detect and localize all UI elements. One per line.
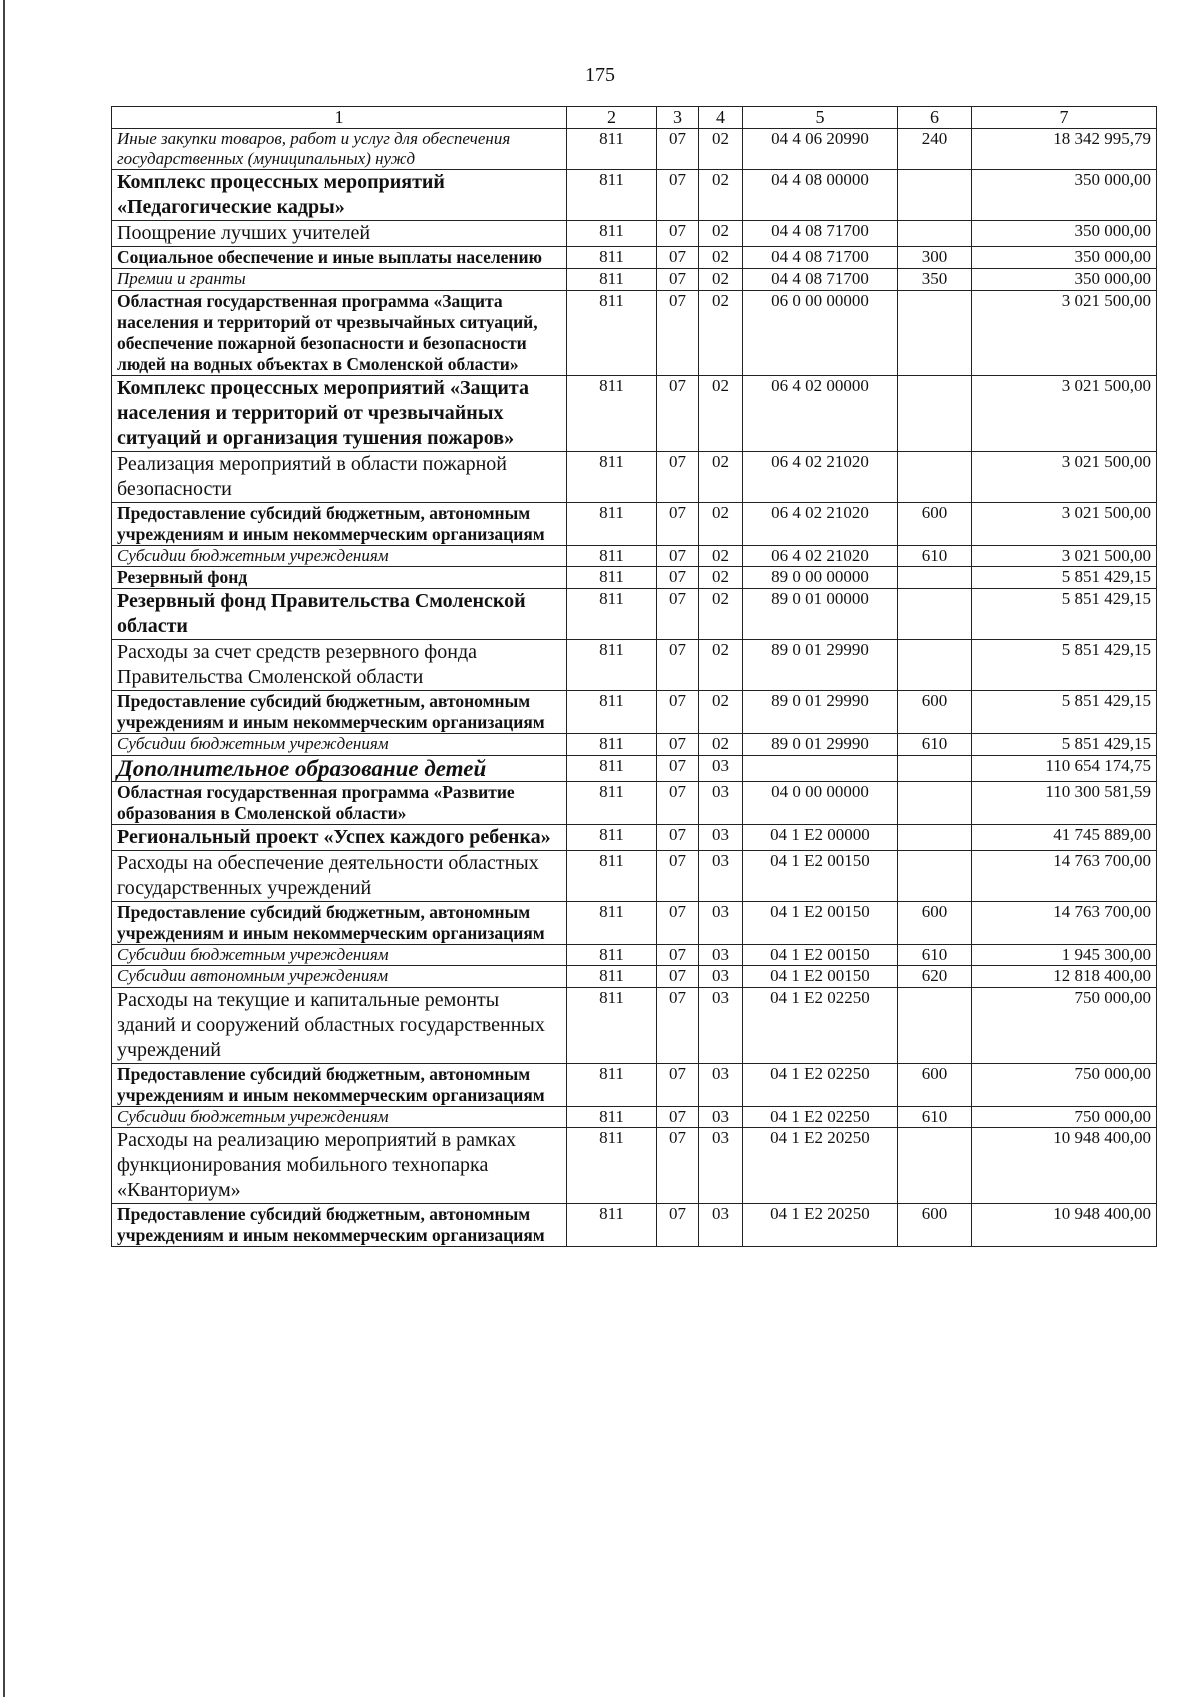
row-amount: 5 851 429,15 (972, 640, 1157, 691)
row-col-2: 811 (567, 290, 657, 375)
row-col-2: 811 (567, 375, 657, 451)
row-col-3: 07 (657, 966, 699, 987)
row-amount: 110 300 581,59 (972, 781, 1157, 824)
row-col-3: 07 (657, 1204, 699, 1247)
row-target-code (743, 755, 898, 781)
row-amount: 3 021 500,00 (972, 375, 1157, 451)
row-expense-type (898, 781, 972, 824)
row-description: Реализация мероприятий в области пожарной безопасности (112, 451, 567, 502)
row-amount: 14 763 700,00 (972, 901, 1157, 944)
row-target-code: 04 1 E2 00150 (743, 944, 898, 965)
row-target-code: 04 4 08 71700 (743, 247, 898, 269)
row-col-4: 03 (699, 824, 743, 850)
header-row (112, 107, 1157, 129)
row-col-3: 07 (657, 128, 699, 170)
row-target-code: 04 1 E2 02250 (743, 1063, 898, 1106)
row-description: Премии и гранты (112, 269, 567, 290)
table-row (112, 589, 1157, 640)
row-amount: 5 851 429,15 (972, 734, 1157, 755)
row-col-2: 811 (567, 128, 657, 170)
row-col-3: 07 (657, 987, 699, 1063)
row-col-4: 02 (699, 502, 743, 545)
row-target-code: 04 4 08 71700 (743, 221, 898, 247)
row-col-4: 02 (699, 545, 743, 566)
row-col-4: 03 (699, 987, 743, 1063)
row-target-code: 89 0 01 29990 (743, 640, 898, 691)
row-col-4: 02 (699, 734, 743, 755)
row-description: Областная государственная программа «Защита населения и территорий от чрезвычайных ситуаций, обеспечение пожарной безопасности и безопасности людей на водных объектах в Смоленской области» (112, 290, 567, 375)
row-col-4: 02 (699, 269, 743, 290)
row-col-2: 811 (567, 640, 657, 691)
table-row (112, 502, 1157, 545)
table-row (112, 755, 1157, 781)
row-target-code: 06 0 00 00000 (743, 290, 898, 375)
row-col-4: 02 (699, 290, 743, 375)
row-col-3: 07 (657, 1106, 699, 1127)
row-description: Предоставление субсидий бюджетным, автономным учреждениям и иным некоммерческим организациям (112, 691, 567, 734)
row-description: Субсидии автономным учреждениям (112, 966, 567, 987)
row-target-code: 04 1 E2 00150 (743, 966, 898, 987)
table-row (112, 290, 1157, 375)
row-expense-type: 350 (898, 269, 972, 290)
row-description: Предоставление субсидий бюджетным, автономным учреждениям и иным некоммерческим организациям (112, 901, 567, 944)
row-expense-type: 240 (898, 128, 972, 170)
row-col-4: 02 (699, 170, 743, 221)
table-body (112, 107, 1157, 1247)
row-amount: 3 021 500,00 (972, 545, 1157, 566)
header-cell-5: 5 (743, 107, 898, 129)
row-col-3: 07 (657, 589, 699, 640)
row-expense-type (898, 824, 972, 850)
row-target-code: 89 0 01 00000 (743, 589, 898, 640)
row-description: Субсидии бюджетным учреждениям (112, 734, 567, 755)
row-col-2: 811 (567, 221, 657, 247)
row-target-code: 89 0 01 29990 (743, 734, 898, 755)
row-description: Резервный фонд (112, 567, 567, 589)
header-cell-6: 6 (898, 107, 972, 129)
row-col-3: 07 (657, 269, 699, 290)
row-expense-type: 610 (898, 1106, 972, 1127)
row-col-2: 811 (567, 170, 657, 221)
row-col-3: 07 (657, 502, 699, 545)
row-target-code: 04 1 E2 02250 (743, 1106, 898, 1127)
row-amount: 350 000,00 (972, 170, 1157, 221)
row-col-3: 07 (657, 1063, 699, 1106)
header-cell-3: 3 (657, 107, 699, 129)
row-description: Поощрение лучших учителей (112, 221, 567, 247)
table-row (112, 1128, 1157, 1204)
row-target-code: 06 4 02 21020 (743, 545, 898, 566)
table-row (112, 1204, 1157, 1247)
row-col-2: 811 (567, 502, 657, 545)
row-expense-type: 610 (898, 944, 972, 965)
row-col-3: 07 (657, 824, 699, 850)
row-col-4: 03 (699, 944, 743, 965)
row-target-code: 89 0 00 00000 (743, 567, 898, 589)
table-row (112, 781, 1157, 824)
row-col-3: 07 (657, 781, 699, 824)
row-expense-type (898, 567, 972, 589)
row-target-code: 06 4 02 21020 (743, 451, 898, 502)
row-description: Иные закупки товаров, работ и услуг для обеспечения государственных (муниципальных) нужд (112, 128, 567, 170)
row-target-code: 06 4 02 00000 (743, 375, 898, 451)
row-description: Комплекс процессных мероприятий «Педагогические кадры» (112, 170, 567, 221)
table-row (112, 221, 1157, 247)
table-row (112, 850, 1157, 901)
row-col-3: 07 (657, 734, 699, 755)
row-description: Расходы на реализацию мероприятий в рамках функционирования мобильного технопарка «Кванториум» (112, 1128, 567, 1204)
row-expense-type: 600 (898, 691, 972, 734)
table-row (112, 1063, 1157, 1106)
row-col-2: 811 (567, 1063, 657, 1106)
row-col-2: 811 (567, 1106, 657, 1127)
row-expense-type: 600 (898, 502, 972, 545)
row-expense-type: 300 (898, 247, 972, 269)
row-col-3: 07 (657, 755, 699, 781)
row-col-3: 07 (657, 567, 699, 589)
row-description: Расходы на обеспечение деятельности областных государственных учреждений (112, 850, 567, 901)
row-amount: 5 851 429,15 (972, 691, 1157, 734)
table-row (112, 824, 1157, 850)
table-row (112, 170, 1157, 221)
row-description: Субсидии бюджетным учреждениям (112, 944, 567, 965)
row-amount: 350 000,00 (972, 247, 1157, 269)
row-amount: 18 342 995,79 (972, 128, 1157, 170)
row-col-4: 02 (699, 691, 743, 734)
row-col-4: 02 (699, 128, 743, 170)
row-col-2: 811 (567, 824, 657, 850)
row-col-4: 03 (699, 1128, 743, 1204)
row-col-2: 811 (567, 850, 657, 901)
row-expense-type (898, 640, 972, 691)
row-description: Предоставление субсидий бюджетным, автономным учреждениям и иным некоммерческим организациям (112, 1063, 567, 1106)
table-row (112, 987, 1157, 1063)
row-col-4: 02 (699, 589, 743, 640)
row-expense-type (898, 375, 972, 451)
row-col-2: 811 (567, 1128, 657, 1204)
table-row (112, 640, 1157, 691)
row-col-4: 03 (699, 1063, 743, 1106)
row-expense-type: 600 (898, 1063, 972, 1106)
row-expense-type: 600 (898, 901, 972, 944)
row-col-4: 02 (699, 640, 743, 691)
row-col-3: 07 (657, 1128, 699, 1204)
row-description: Расходы за счет средств резервного фонда Правительства Смоленской области (112, 640, 567, 691)
row-col-3: 07 (657, 901, 699, 944)
row-expense-type (898, 755, 972, 781)
row-expense-type (898, 1128, 972, 1204)
row-amount: 3 021 500,00 (972, 451, 1157, 502)
row-amount: 110 654 174,75 (972, 755, 1157, 781)
row-target-code: 04 1 E2 00150 (743, 901, 898, 944)
row-target-code: 89 0 01 29990 (743, 691, 898, 734)
table-row (112, 966, 1157, 987)
row-target-code: 04 4 06 20990 (743, 128, 898, 170)
row-col-3: 07 (657, 221, 699, 247)
row-col-4: 02 (699, 567, 743, 589)
row-expense-type (898, 987, 972, 1063)
table-row (112, 567, 1157, 589)
row-col-4: 02 (699, 247, 743, 269)
row-description: Областная государственная программа «Развитие образования в Смоленской области» (112, 781, 567, 824)
row-col-2: 811 (567, 944, 657, 965)
table-row (112, 545, 1157, 566)
row-amount: 750 000,00 (972, 1063, 1157, 1106)
table-row (112, 944, 1157, 965)
table-row (112, 247, 1157, 269)
row-expense-type (898, 290, 972, 375)
row-target-code: 04 0 00 00000 (743, 781, 898, 824)
header-cell-4: 4 (699, 107, 743, 129)
row-col-4: 03 (699, 1106, 743, 1127)
row-expense-type: 610 (898, 545, 972, 566)
row-col-3: 07 (657, 944, 699, 965)
row-description: Социальное обеспечение и иные выплаты населению (112, 247, 567, 269)
row-target-code: 04 1 E2 00000 (743, 824, 898, 850)
row-amount: 5 851 429,15 (972, 567, 1157, 589)
row-col-4: 03 (699, 901, 743, 944)
row-expense-type (898, 850, 972, 901)
row-col-3: 07 (657, 691, 699, 734)
row-target-code: 04 1 E2 00150 (743, 850, 898, 901)
table-row (112, 734, 1157, 755)
row-col-3: 07 (657, 850, 699, 901)
row-col-2: 811 (567, 1204, 657, 1247)
row-amount: 10 948 400,00 (972, 1204, 1157, 1247)
table-row (112, 375, 1157, 451)
row-description: Региональный проект «Успех каждого ребенка» (112, 824, 567, 850)
row-amount: 750 000,00 (972, 987, 1157, 1063)
row-col-4: 02 (699, 221, 743, 247)
row-col-4: 03 (699, 850, 743, 901)
row-col-2: 811 (567, 451, 657, 502)
row-col-2: 811 (567, 589, 657, 640)
row-expense-type (898, 221, 972, 247)
row-col-2: 811 (567, 755, 657, 781)
row-description: Предоставление субсидий бюджетным, автономным учреждениям и иным некоммерческим организациям (112, 502, 567, 545)
row-col-4: 03 (699, 966, 743, 987)
row-description: Предоставление субсидий бюджетным, автономным учреждениям и иным некоммерческим организациям (112, 1204, 567, 1247)
scan-edge-line (3, 0, 5, 1697)
header-cell-7: 7 (972, 107, 1157, 129)
row-col-3: 07 (657, 290, 699, 375)
row-col-2: 811 (567, 966, 657, 987)
row-col-4: 02 (699, 451, 743, 502)
row-col-2: 811 (567, 987, 657, 1063)
table-row (112, 451, 1157, 502)
row-col-2: 811 (567, 247, 657, 269)
row-amount: 350 000,00 (972, 221, 1157, 247)
row-target-code: 04 4 08 00000 (743, 170, 898, 221)
row-col-3: 07 (657, 247, 699, 269)
row-col-3: 07 (657, 451, 699, 502)
row-col-2: 811 (567, 781, 657, 824)
row-col-4: 03 (699, 781, 743, 824)
row-expense-type (898, 589, 972, 640)
row-col-2: 811 (567, 545, 657, 566)
page-number: 175 (585, 64, 615, 86)
row-amount: 750 000,00 (972, 1106, 1157, 1127)
row-amount: 41 745 889,00 (972, 824, 1157, 850)
budget-table (111, 106, 1157, 1247)
header-cell-1: 1 (112, 107, 567, 129)
row-description: Дополнительное образование детей (112, 755, 567, 781)
row-amount: 1 945 300,00 (972, 944, 1157, 965)
row-col-4: 02 (699, 375, 743, 451)
row-expense-type (898, 170, 972, 221)
row-col-2: 811 (567, 567, 657, 589)
row-col-3: 07 (657, 640, 699, 691)
header-cell-2: 2 (567, 107, 657, 129)
row-col-3: 07 (657, 170, 699, 221)
row-col-4: 03 (699, 1204, 743, 1247)
row-expense-type: 600 (898, 1204, 972, 1247)
table-row (112, 269, 1157, 290)
row-description: Субсидии бюджетным учреждениям (112, 1106, 567, 1127)
row-amount: 350 000,00 (972, 269, 1157, 290)
row-amount: 5 851 429,15 (972, 589, 1157, 640)
table-row (112, 1106, 1157, 1127)
row-amount: 12 818 400,00 (972, 966, 1157, 987)
row-amount: 3 021 500,00 (972, 502, 1157, 545)
row-expense-type: 620 (898, 966, 972, 987)
row-col-2: 811 (567, 734, 657, 755)
row-col-2: 811 (567, 901, 657, 944)
row-target-code: 04 1 E2 20250 (743, 1204, 898, 1247)
row-target-code: 04 4 08 71700 (743, 269, 898, 290)
row-description: Субсидии бюджетным учреждениям (112, 545, 567, 566)
row-description: Резервный фонд Правительства Смоленской области (112, 589, 567, 640)
row-expense-type (898, 451, 972, 502)
row-target-code: 04 1 E2 20250 (743, 1128, 898, 1204)
row-target-code: 04 1 E2 02250 (743, 987, 898, 1063)
row-col-4: 03 (699, 755, 743, 781)
row-description: Комплекс процессных мероприятий «Защита населения и территорий от чрезвычайных ситуаций и организация тушения пожаров» (112, 375, 567, 451)
table-row (112, 691, 1157, 734)
row-description: Расходы на текущие и капитальные ремонты зданий и сооружений областных государственных учреждений (112, 987, 567, 1063)
row-amount: 3 021 500,00 (972, 290, 1157, 375)
row-col-3: 07 (657, 375, 699, 451)
row-amount: 10 948 400,00 (972, 1128, 1157, 1204)
row-col-2: 811 (567, 691, 657, 734)
row-col-2: 811 (567, 269, 657, 290)
row-target-code: 06 4 02 21020 (743, 502, 898, 545)
table-row (112, 128, 1157, 170)
row-expense-type: 610 (898, 734, 972, 755)
row-col-3: 07 (657, 545, 699, 566)
table-row (112, 901, 1157, 944)
row-amount: 14 763 700,00 (972, 850, 1157, 901)
